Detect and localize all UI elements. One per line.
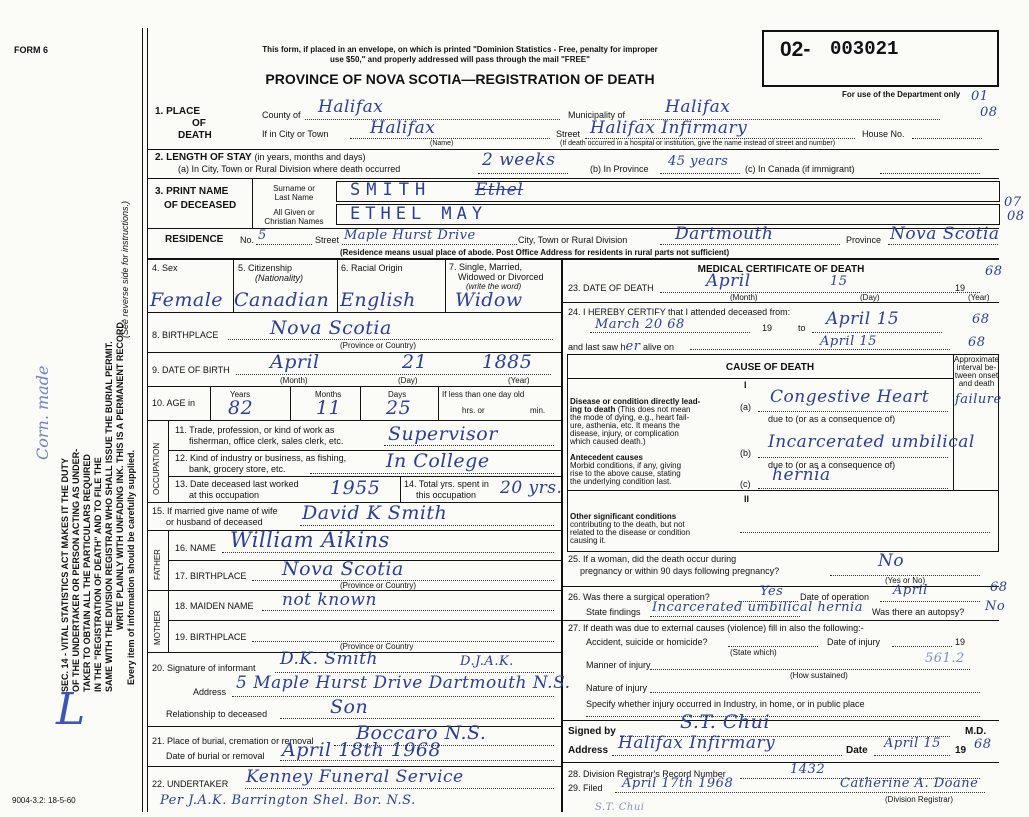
stay-label: LENGTH OF STAY: [166, 152, 252, 163]
disease-label-7: which caused death.): [570, 437, 646, 446]
op-year[interactable]: 68: [990, 580, 1008, 595]
death-date-line: [660, 292, 980, 293]
stay-num: 2.: [155, 152, 164, 163]
cause-a-value[interactable]: Congestive Heart: [770, 387, 930, 407]
pencil-note: Corn. made: [33, 365, 52, 460]
divider-8: [147, 420, 561, 421]
mother-birthplace-label: 19. BIRTHPLACE: [175, 632, 247, 642]
given-label-2: Christian Names: [264, 217, 324, 226]
q25-label-1: 25. If a woman, did the death occur during: [568, 554, 737, 564]
q26-label: 26. Was there a surgical operation?: [568, 592, 710, 602]
registration-number: 003021: [830, 38, 899, 60]
industry-label-1: 12. Kind of industry or business, as fishing,: [175, 453, 347, 463]
medical-divider-4: [563, 720, 999, 721]
less-day-label: If less than one day old: [442, 390, 525, 399]
place-label: [155, 106, 200, 117]
residence-no-label: No.: [240, 235, 255, 245]
mother-divider: [168, 620, 561, 621]
county-value[interactable]: Halifax: [318, 97, 384, 117]
last-saw-label: [568, 340, 674, 354]
death-label: DEATH: [178, 130, 212, 141]
maiden-name-line: [262, 610, 554, 611]
dob-month[interactable]: April: [270, 351, 320, 373]
name-margin-mark-1: 07: [1004, 195, 1022, 210]
antecedent-label-4: the underlying condition last.: [570, 477, 672, 486]
cause-c-line: [758, 488, 948, 489]
other-label-4: causing it.: [570, 536, 607, 545]
interval-label-1: Approximate: [954, 355, 999, 364]
birthplace-label: 8. BIRTHPLACE: [152, 330, 219, 340]
death-day-caption: (Day): [860, 293, 880, 302]
surname-label-1: Surname or: [273, 184, 315, 193]
undertaker-per: Per J.A.K. Barrington Shel. Bor. N.S.: [160, 793, 416, 808]
age-split-1: [290, 386, 291, 420]
relationship-value[interactable]: Son: [330, 696, 369, 718]
name-label-1: PRINT NAME: [166, 186, 229, 197]
total-years-value[interactable]: 20 yrs.: [500, 478, 563, 498]
citizenship-label: 5. Citizenship: [238, 263, 293, 273]
q29-label: 29. Filed: [568, 783, 603, 793]
death-day[interactable]: 15: [830, 274, 848, 289]
md-label: M.D.: [965, 726, 987, 737]
industry-label-2: bank, grocery store, etc.: [189, 464, 286, 474]
stay-b-line: [660, 173, 740, 174]
citizenship-value[interactable]: Canadian: [234, 289, 330, 311]
due-to-1: due to (or as a consequence of): [768, 414, 896, 424]
findings-label: State findings: [586, 607, 641, 617]
registrar-signature[interactable]: Catherine A. Doane: [840, 776, 979, 791]
section-ii: II: [744, 494, 750, 504]
cause-b-value[interactable]: Incarcerated umbilical: [768, 432, 975, 452]
street-line: [585, 138, 855, 139]
months-label: Months: [315, 390, 342, 399]
dob-line: [236, 374, 551, 375]
registration-number-box: [762, 30, 999, 87]
age-days-value[interactable]: 25: [386, 397, 412, 419]
father-birthplace-label: 17. BIRTHPLACE: [175, 571, 247, 581]
residence-province-label: Province: [846, 235, 882, 245]
citizenship-sub: (Nationality): [255, 273, 304, 283]
due-to-2: due to (or as a consequence of): [768, 460, 896, 470]
name-margin-mark-2: 08: [1007, 209, 1025, 224]
residence-province-value[interactable]: Nova Scotia: [890, 224, 1000, 244]
stay-b-value[interactable]: 45 years: [668, 154, 729, 169]
antecedent-label-2: Morbid conditions, if any, giving: [570, 461, 682, 470]
q28-label: 28. Division Registrar's Record Number: [568, 769, 726, 779]
other-label-3: related to the disease or condition: [570, 528, 691, 537]
death-century: 19: [955, 283, 966, 293]
name-label-2: OF DECEASED: [164, 200, 237, 211]
nature-line: [650, 692, 980, 693]
surname-value: SMITH: [350, 180, 432, 200]
registrar-caption: (Division Registrar): [885, 795, 954, 804]
residence-street-label: Street: [315, 235, 340, 245]
attended-to[interactable]: April 15: [826, 309, 900, 329]
autopsy-value[interactable]: No: [985, 599, 1006, 614]
medical-divider-1: [563, 302, 999, 303]
city-value[interactable]: Halifax: [370, 118, 436, 138]
stay-a-label: (a) In City, Town or Rural Division where death occurred: [178, 164, 401, 174]
autopsy-label: Was there an autopsy?: [872, 607, 965, 617]
disease-label-6: disease, injury, or complication: [570, 429, 679, 438]
father-birthplace-caption: (Province or Country): [340, 581, 417, 590]
manner-label: Manner of injury: [586, 660, 651, 670]
birthplace-line: [228, 339, 553, 340]
divider-3: [147, 228, 999, 229]
informant-sig-label: 20. Signature of informant: [152, 663, 256, 673]
last-worked-label-2: at this occupation: [189, 490, 260, 500]
marital-label-3: (write the word): [466, 282, 522, 291]
injury-century: 19: [955, 637, 966, 647]
last-saw-date[interactable]: April 15: [820, 334, 877, 349]
county-label: County of: [262, 110, 301, 120]
disease-label-2: ing to death: [570, 405, 616, 414]
place-label-text: PLACE: [166, 106, 201, 117]
q29-line: [615, 792, 985, 793]
column-divider: [561, 258, 563, 812]
min-label: min.: [530, 406, 546, 415]
interval-label-4: and death: [958, 379, 995, 388]
op-date-line: [880, 601, 980, 602]
street-label: Street: [556, 129, 581, 139]
attended-century: 19: [762, 323, 773, 333]
attended-to-line: [812, 332, 942, 333]
last-worked-label-1: 13. Date deceased last worked: [175, 479, 299, 489]
relationship-label: Relationship to deceased: [166, 709, 268, 719]
op-date[interactable]: April: [893, 583, 928, 598]
birthplace-value[interactable]: Nova Scotia: [270, 317, 392, 339]
disease-label-4: the mode of dying, e.g., heart fail-: [570, 413, 690, 422]
death-year[interactable]: 68: [985, 264, 1003, 279]
informant-address-line: [232, 696, 554, 697]
last-saw-line: [690, 349, 950, 350]
initial-mark: L: [56, 684, 86, 735]
state-which: (State which): [730, 648, 777, 657]
given-label-1: All Given or: [273, 208, 315, 217]
last-saw-prefix: and last saw h: [568, 342, 626, 352]
father-side-label: FATHER: [153, 549, 162, 580]
attended-from-line: [590, 332, 750, 333]
notice-line-2: use $50," and properly addressed will pass through the mail "FREE": [330, 55, 590, 64]
informant-address-value[interactable]: 5 Maple Hurst Drive Dartmouth N.S.: [236, 673, 571, 693]
signed-value[interactable]: S.T. Chui: [680, 711, 770, 733]
total-years-label-2: this occupation: [416, 490, 477, 500]
department-code-1: 01: [971, 89, 989, 104]
q27-label: 27. If death was due to external causes (violence) fill in also the following:-: [568, 623, 864, 633]
of-label: OF: [192, 118, 206, 129]
last-saw-alive: alive on: [642, 342, 675, 352]
father-name-line: [222, 552, 554, 553]
medical-title: MEDICAL CERTIFICATE OF DEATH: [697, 264, 865, 275]
sig-year[interactable]: 68: [974, 737, 992, 752]
informant-address-label: Address: [193, 687, 227, 697]
spouse-label-2: or husband of deceased: [166, 517, 263, 527]
residence-street-value[interactable]: Maple Hurst Drive: [344, 228, 476, 243]
burial-date-label: Date of burial or removal: [166, 751, 265, 761]
margin-line-2: OF THE UNDERTAKER OR PERSON ACTING AS UNDER-: [71, 448, 81, 692]
total-years-label-1: 14. Total yrs. spent in: [404, 479, 489, 489]
industry-line: [310, 473, 554, 474]
spouse-label-1: 15. If married give name of wife: [152, 506, 278, 516]
sig-date-line: [874, 755, 950, 756]
antecedent-label-1: Antecedent causes: [570, 453, 643, 462]
spouse-value[interactable]: David K Smith: [302, 502, 448, 524]
cause-divider: [567, 378, 953, 379]
sig-date-label: Date: [846, 745, 868, 756]
sustained-caption: (How sustained): [790, 671, 848, 680]
manner-line: [650, 669, 970, 670]
name-split-1: [252, 178, 253, 228]
occupation-side-label: OCCUPATION: [152, 442, 161, 495]
left-frame-line: [142, 28, 143, 812]
department-use-label: For use of the Department only: [842, 90, 961, 99]
place-num: 1.: [155, 106, 164, 117]
divider-13: [147, 726, 561, 727]
disease-label-3: (This does not mean: [617, 405, 691, 414]
q26-value[interactable]: Yes: [760, 584, 784, 599]
form-number: FORM 6: [14, 45, 49, 55]
cause-c-label: (c): [740, 479, 751, 489]
racial-label: 6. Racial Origin: [341, 263, 403, 273]
name-caption: (Name): [430, 140, 454, 147]
age-months-value[interactable]: 11: [316, 397, 342, 419]
maiden-name-label: 18. MAIDEN NAME: [175, 601, 254, 611]
signed-label: Signed by: [568, 726, 616, 737]
racial-split: [445, 260, 446, 312]
registration-prefix: 02-: [780, 38, 811, 61]
residence-note: (Residence means usual place of abode. Post Office Address for residents in rural parts not sufficient): [340, 248, 730, 257]
burial-date-value[interactable]: April 18th 1968: [282, 739, 442, 761]
maiden-name-value[interactable]: not known: [282, 590, 377, 610]
undertaker-label: 22. UNDERTAKER: [152, 779, 229, 789]
given-name-value: ETHEL MAY: [350, 204, 488, 224]
nature-label: Nature of injury: [586, 683, 648, 693]
sex-label: 4. Sex: [152, 263, 178, 273]
spouse-line: [300, 525, 554, 526]
municipality-label: Municipality of: [568, 110, 626, 120]
cause-b-line: [758, 457, 948, 458]
occupation-divider-1: [168, 450, 561, 451]
dob-month-caption: (Month): [280, 376, 308, 385]
marital-label-1: 7. Single, Married,: [449, 262, 523, 272]
stay-a-line: [478, 173, 568, 174]
informant-signature[interactable]: D.K. Smith: [280, 649, 378, 669]
mother-side-split: [168, 590, 169, 652]
attended-to-year[interactable]: 68: [972, 312, 990, 327]
margin-line-6: WRITE PLAINLY WITH UNFADING INK. THIS IS A PERMANENT RECORD.: [115, 319, 125, 630]
margin-line-4: IN THE "REGISTRATION OF DEATH" AND TO FILE THE: [93, 457, 103, 692]
age-split-2: [360, 386, 361, 420]
dob-day-caption: (Day): [398, 376, 418, 385]
specify-label: Specify whether injury occurred in Industry, in home, or in public place: [586, 699, 865, 709]
racial-value[interactable]: English: [340, 289, 416, 311]
death-date-label: 23. DATE OF DEATH: [568, 283, 654, 293]
city-label: If in City or Town: [262, 129, 329, 139]
antecedent-label-3: rise to the above cause, stating: [570, 469, 681, 478]
divider-5: [147, 312, 561, 313]
sig-date-value[interactable]: April 15: [884, 736, 941, 751]
interval-label-2: interval be-: [956, 363, 997, 372]
attended-from[interactable]: March 20 68: [595, 317, 685, 332]
accident-label: Accident, suicide or homicide?: [586, 637, 708, 647]
notice-line-1: This form, if placed in an envelope, on which is printed "Dominion Statistics - Free, penalty for improper: [262, 45, 658, 54]
death-year-caption: (Year): [968, 293, 990, 302]
trade-label-1: 11. Trade, profession, or kind of work as: [175, 425, 335, 435]
years-label: Years: [230, 390, 251, 399]
sig-address-value[interactable]: Halifax Infirmary: [618, 733, 776, 753]
mother-side-label: MOTHER: [153, 610, 162, 645]
medical-divider-3: [563, 620, 999, 621]
q25-caption: (Yes or No): [885, 576, 926, 585]
stay-sub: (in years, months and days): [254, 152, 366, 162]
q25-value[interactable]: No: [878, 551, 905, 571]
other-label-1: Other significant conditions: [570, 512, 677, 521]
op-date-label: Date of operation: [800, 592, 870, 602]
sex-value[interactable]: Female: [150, 289, 224, 311]
findings-line: [650, 616, 800, 617]
undertaker-line: [245, 788, 554, 789]
residence-no-line: [256, 244, 312, 245]
findings-value[interactable]: Incarcerated umbilical hernia: [652, 600, 863, 615]
cause-title: CAUSE OF DEATH: [725, 362, 815, 373]
dob-label: 9. DATE OF BIRTH: [152, 365, 230, 375]
residence-city-label: City, Town or Rural Division: [518, 235, 628, 245]
sig-address-line: [612, 755, 842, 756]
residence-city-value[interactable]: Dartmouth: [675, 224, 774, 244]
dob-year[interactable]: 1885: [482, 351, 533, 373]
house-note: (If death occurred in a hospital or institution, give the name instead of street and number): [560, 140, 836, 147]
form-title: PROVINCE OF NOVA SCOTIA—REGISTRATION OF DEATH: [265, 71, 655, 87]
residence-city-line: [660, 244, 840, 245]
injury-date-label: Date of injury: [827, 637, 881, 647]
accident-line: [728, 646, 818, 647]
form-code: 9004-3.2: 18-5-60: [12, 796, 76, 805]
q29-value[interactable]: April 17th 1968: [622, 776, 734, 791]
name-num: 3.: [155, 186, 164, 197]
last-worked-split: [400, 476, 401, 502]
residence-province-line: [888, 244, 998, 245]
house-line: [912, 138, 982, 139]
injury-date-line: [892, 646, 952, 647]
specify-line: [586, 716, 980, 717]
hrs-label: hrs. or: [462, 406, 485, 415]
city-line: [350, 138, 550, 139]
certify-label: 24. I HEREBY CERTIFY that I attended deceased from:: [568, 307, 791, 317]
father-name-label: 16. NAME: [175, 543, 217, 553]
age-split-3: [438, 386, 439, 420]
surname-field[interactable]: [336, 181, 1000, 202]
cause-b-label: (b): [740, 448, 751, 458]
stay-c-label: (c) In Canada (if immigrant): [745, 164, 855, 174]
cause-a-label: (a): [740, 402, 751, 412]
trade-line: [384, 445, 554, 446]
divider-1: [147, 149, 999, 150]
margin-line-1: SEC. 14 - VITAL STATISTICS ACT MAKES IT THE DUTY: [60, 457, 70, 692]
residence-street-line: [342, 244, 517, 245]
marital-label-2: Widowed or Divorced: [458, 272, 544, 282]
q28-value[interactable]: 1432: [790, 762, 826, 777]
house-label: House No.: [862, 129, 905, 139]
divider-2: [147, 178, 999, 179]
cause-c-value[interactable]: hernia: [772, 465, 831, 485]
birthplace-caption: (Province or Country): [340, 341, 417, 350]
code-value: 561.2: [925, 651, 965, 666]
attended-to-word: to: [798, 323, 806, 333]
last-saw-year[interactable]: 68: [968, 335, 986, 350]
age-years-value[interactable]: 82: [228, 397, 254, 419]
cause-divider-2: [567, 490, 999, 491]
mother-birthplace-caption: (Province or Country: [340, 642, 414, 651]
margin-line-3: TAKER TO OBTAIN ALL THE PARTICULARS REQUIRED: [82, 454, 92, 692]
father-name-value[interactable]: William Aikins: [230, 528, 390, 552]
trade-label-2: fisherman, office clerk, sales clerk, etc.: [189, 436, 344, 446]
stay-a-value[interactable]: 2 weeks: [482, 150, 556, 170]
residence-no-value[interactable]: 5: [258, 228, 267, 243]
dob-day[interactable]: 21: [402, 351, 428, 373]
divider-4: [147, 258, 999, 260]
section-i: I: [744, 380, 747, 390]
burial-place-label: 21. Place of burial, cremation or removal: [152, 736, 314, 746]
interval-label-3: tween onset: [954, 371, 999, 380]
other-line: [740, 532, 990, 533]
undertaker-value[interactable]: Kenney Funeral Service: [246, 767, 464, 787]
relationship-line: [280, 718, 554, 719]
medical-divider-5: [563, 762, 999, 763]
street-value[interactable]: Halifax Infirmary: [590, 118, 748, 138]
other-label-2: contributing to the death, but not: [570, 520, 685, 529]
margin-line-7: (See reverse side for instructions.): [120, 200, 130, 338]
dob-year-caption: (Year): [508, 376, 530, 385]
surname-label-2: Last Name: [274, 193, 314, 202]
sig-address-label: Address: [568, 745, 609, 756]
municipality-value[interactable]: Halifax: [665, 97, 731, 117]
disease-label-1: Disease or condition directly lead-: [570, 397, 701, 406]
cause-a-value-2: failure: [955, 392, 1002, 407]
stay-b-label: (b) In Province: [590, 164, 649, 174]
margin-line-5: SAME WITH THE DIVISION REGISTRAR WHO SHALL ISSUE THE BURIAL PERMIT.: [104, 341, 114, 692]
q25-label-2: pregnancy or within 90 days following pregnancy?: [580, 566, 780, 576]
last-saw-mid: er: [625, 339, 641, 354]
stay-c-line: [880, 173, 980, 174]
burial-place-value[interactable]: Boccaro N.S.: [356, 722, 487, 744]
department-code-2: 08: [980, 105, 998, 120]
trade-value[interactable]: Supervisor: [388, 423, 498, 445]
faint-signature: S.T. Chui: [595, 802, 645, 813]
surname-struck: Ethel: [475, 180, 524, 200]
age-label: 10. AGE in: [152, 398, 196, 408]
last-worked-value[interactable]: 1955: [330, 477, 381, 499]
age-split-0: [210, 386, 211, 420]
death-month-caption: (Month): [730, 293, 758, 302]
father-birthplace-value[interactable]: Nova Scotia: [282, 558, 404, 580]
industry-value[interactable]: In College: [386, 450, 490, 472]
disease-label-5: ure, asthenia, etc. It means the: [570, 421, 680, 430]
marital-value[interactable]: Widow: [455, 289, 523, 311]
informant-sig-extra: D.J.A.K.: [460, 654, 514, 669]
occupation-side-split: [168, 420, 169, 502]
death-month[interactable]: April: [706, 271, 751, 291]
residence-label: RESIDENCE: [165, 234, 224, 245]
sig-century: 19: [955, 745, 967, 756]
days-label: Days: [388, 390, 407, 399]
margin-line-8: Every item of information should be carefully supplied.: [126, 449, 136, 685]
citizenship-split: [337, 260, 338, 312]
cause-a-line: [758, 411, 948, 412]
